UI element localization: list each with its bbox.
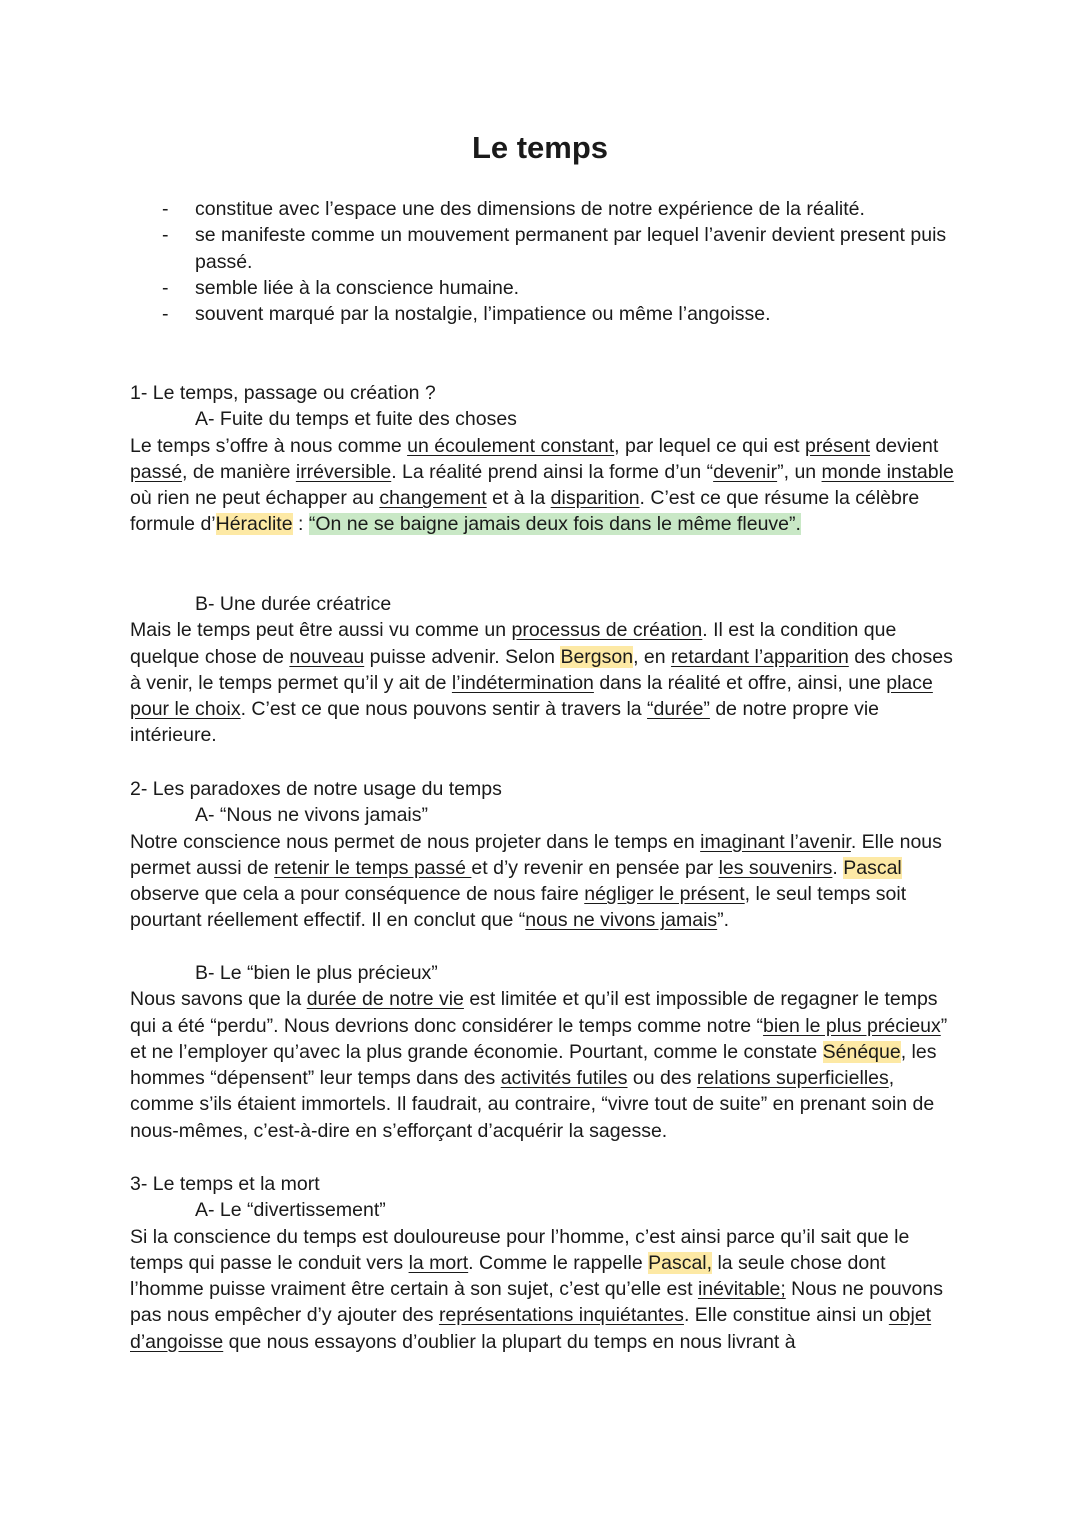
- highlighted-name: Pascal: [843, 856, 902, 879]
- highlighted-name: Sénéque: [822, 1040, 901, 1063]
- highlighted-quote: “On ne se baigne jamais deux fois dans le même fleuve”.: [308, 513, 801, 536]
- intro-bullet-list: [130, 196, 950, 327]
- bullet-dash-icon: -: [162, 276, 169, 299]
- paragraph: Notre conscience nous permet de nous projeter dans le temps en imaginant l’avenir. Elle nous permet aussi de retenir le temps passé et d’y revenir en pensée par les souvenirs. Pascal observe que cela a pour conséquence de nous faire négliger le présent, le seul temps soit pourtant réellement effectif. Il en conclut que “nous ne vivons jamais”.: [130, 830, 942, 932]
- section-1b: [130, 591, 960, 749]
- subsection-heading: B- Une durée créatrice: [195, 593, 392, 615]
- highlighted-name: Pascal,: [648, 1251, 713, 1274]
- paragraph: Nous savons que la durée de notre vie est limitée et qu’il est impossible de regagner le temps qui a été “perdu”. Nous devrions donc considérer le temps comme notre “bien le plus précieux” et ne l’employer qu’avec la plus grande économie. Pourtant, comme le constate Sénéque, les hommes “dépensent” leur temps dans des activités futiles ou des relations superficielles, comme s’ils étaient immortels. Il faudrait, au contraire, “vivre tout de suite” en prenant soin de nous-mêmes, c’est-à-dire en s’efforçant d’acquérir la sagesse.: [130, 988, 948, 1142]
- list-item: - constitue avec l’espace une des dimensions de notre expérience de la réalité.: [130, 196, 950, 222]
- list-item: - semble liée à la conscience humaine.: [130, 275, 950, 301]
- paragraph: Le temps s’offre à nous comme un écoulement constant, par lequel ce qui est présent devient passé, de manière irréversible. La réalité prend ainsi la forme d’un “devenir”, un monde instable où rien ne peut échapper au changement et à la disparition. C’est ce que résume la célèbre formule d’Héraclite : “On ne se baigne jamais deux fois dans le même fleuve”.: [130, 434, 954, 536]
- bullet-dash-icon: -: [162, 303, 169, 326]
- section-2b: [130, 960, 960, 1144]
- highlighted-name: Héraclite: [215, 513, 293, 536]
- subsection-heading: B- Le “bien le plus précieux”: [195, 962, 438, 984]
- subsection-heading: A- Le “divertissement”: [195, 1199, 386, 1222]
- highlighted-name: Bergson: [560, 645, 634, 668]
- bullet-dash-icon: -: [162, 198, 169, 220]
- section-1: [130, 380, 960, 538]
- subsection-heading: A- Fuite du temps et fuite des choses: [195, 408, 517, 431]
- section-2: [130, 776, 960, 934]
- page-title: Le temps: [471, 130, 609, 165]
- paragraph: Si la conscience du temps est douloureuse pour l’homme, c’est ainsi parce qu’il sait que le temps qui passe le conduit vers la mort. Comme le rappelle Pascal, la seule chose dont l’homme puisse vraiment être certain à son sujet, c’est qu’elle est inévitable; Nous ne pouvons pas nous empêcher d’y ajouter des représentations inquiétantes. Elle constitue ainsi un objet d’angoisse que nous essayons d’oublier la plupart du temps en nous livrant à: [130, 1225, 943, 1353]
- section-heading: 1- Le temps, passage ou création ?: [130, 382, 436, 404]
- paragraph: Mais le temps peut être aussi vu comme un processus de création. Il est la condition que quelque chose de nouveau puisse advenir. Selon Bergson, en retardant l’apparition des choses à venir, le temps permet qu’il y ait de l’indétermination dans la réalité et offre, ainsi, une place pour le choix. C’est ce que nous pouvons sentir à travers la “durée” de notre propre vie intérieure.: [130, 619, 953, 747]
- subsection-heading: A- “Nous ne vivons jamais”: [195, 804, 428, 827]
- section-3: [130, 1171, 960, 1355]
- section-heading: 2- Les paradoxes de notre usage du temps: [130, 778, 502, 800]
- bullet-dash-icon: -: [162, 224, 169, 247]
- section-heading: 3- Le temps et la mort: [130, 1173, 320, 1195]
- list-item: - souvent marqué par la nostalgie, l’impatience ou même l’angoisse.: [130, 301, 950, 327]
- list-item: - se manifeste comme un mouvement permanent par lequel l’avenir devient present puis passé.: [162, 224, 947, 273]
